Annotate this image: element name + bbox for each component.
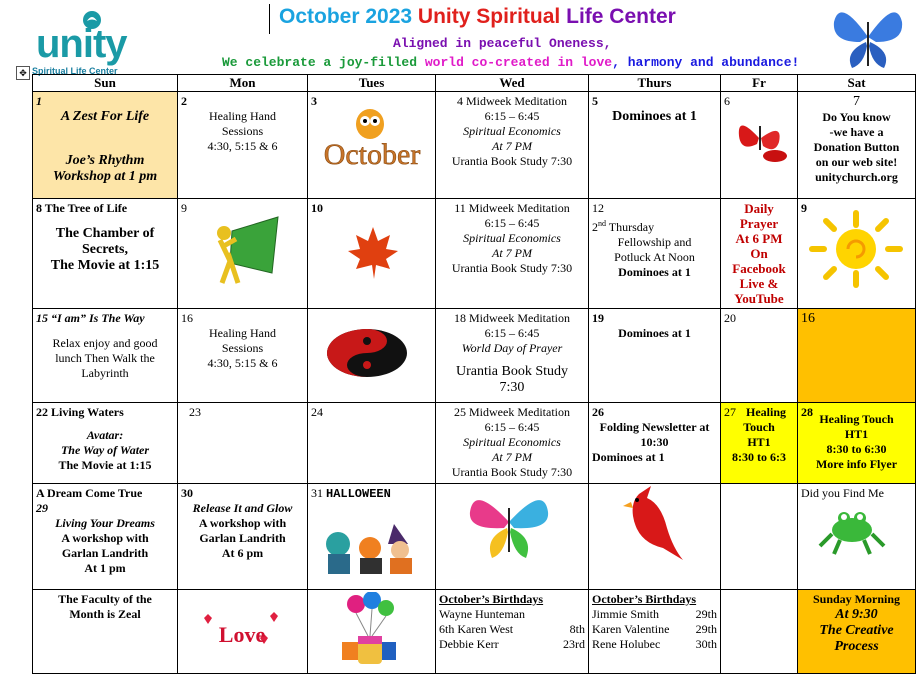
week-row <box>33 309 916 403</box>
event-line: At 6 pm <box>221 546 264 560</box>
day-number: 26 <box>592 405 604 419</box>
birthday-date: 29th <box>695 622 717 636</box>
yin-yang-icon <box>324 327 410 379</box>
event-line: 4 Midweek Meditation <box>457 94 567 108</box>
ordinal-suffix: nd <box>598 219 606 228</box>
event-line: Sessions <box>221 341 264 355</box>
event-line: 18 Midweek Meditation <box>454 311 570 325</box>
extra-cell-sun[interactable] <box>33 590 178 674</box>
event-title: A Dream Come True <box>36 486 143 500</box>
event-line: Facebook <box>732 261 786 276</box>
day-cell-35[interactable] <box>798 484 916 590</box>
frog-icon[interactable] <box>818 502 888 556</box>
event-line: At 6 PM <box>735 231 783 246</box>
day-number: 31 <box>311 486 323 500</box>
week-row <box>33 590 916 674</box>
event-line: 10:30 <box>640 435 669 449</box>
event-line: Dominoes at 1 <box>618 265 691 279</box>
event-line: Donation Button <box>813 140 900 154</box>
birthday-row <box>439 622 585 637</box>
day-header-row <box>33 75 916 92</box>
day-cell-11[interactable] <box>436 199 589 309</box>
event-line: Touch <box>743 420 775 434</box>
unity-logo <box>10 8 160 78</box>
event-line: -we have a <box>829 125 884 139</box>
event-line: 7:30 <box>499 380 525 395</box>
event-line: 8:30 to 6:30 <box>826 442 887 456</box>
day-cell-34[interactable] <box>721 484 798 590</box>
extra-cell-tue[interactable] <box>308 590 436 674</box>
event-line: HT1 <box>747 435 771 449</box>
event-line: The Chamber of <box>55 226 155 241</box>
website-link[interactable]: unitychurch.org <box>815 170 898 184</box>
birthday-row <box>592 607 717 622</box>
event-line: Secrets, <box>82 242 128 257</box>
day-number: 1 <box>36 94 42 108</box>
october-word: October <box>323 138 421 168</box>
event-line: Spiritual Economics <box>463 435 561 449</box>
event-line: 6:15 – 6:45 <box>484 216 540 230</box>
birthday-date: 23rd <box>563 637 585 651</box>
event-line: Dominoes at 1 <box>612 109 697 124</box>
title-rest: Life Center <box>566 5 676 28</box>
event-line: Urantia Book Study 7:30 <box>451 154 573 168</box>
love-image <box>200 608 284 654</box>
event-line: The Way of Water <box>60 443 150 457</box>
day-header-sat: Sat <box>798 75 916 92</box>
day-number: 5 <box>592 94 598 108</box>
divider <box>269 4 270 34</box>
day-cell-7[interactable] <box>798 92 916 199</box>
day-cell-1[interactable] <box>33 92 178 199</box>
day-number: 20 <box>724 311 736 325</box>
day-cell-10[interactable] <box>308 199 436 309</box>
day-number: 12 <box>592 201 604 215</box>
event-line: Live & <box>739 276 779 291</box>
header <box>0 0 917 78</box>
week-row <box>33 484 916 590</box>
day-cell-15[interactable] <box>33 309 178 403</box>
event-line: Garlan Landrith <box>199 531 286 545</box>
day-header-thu: Thurs <box>589 75 721 92</box>
day-cell-32[interactable] <box>436 484 589 590</box>
subtitle-line-2 <box>222 55 799 70</box>
day-cell-6[interactable] <box>721 92 798 199</box>
sun-icon <box>804 209 908 289</box>
event-line: 6:15 – 6:45 <box>484 420 540 434</box>
day-number: 16 <box>801 311 815 326</box>
event-title: 8 The Tree of Life <box>36 201 128 215</box>
event-line: The Faculty of the <box>58 592 152 606</box>
event-line: World Day of Prayer <box>461 341 563 355</box>
event-line: YouTube <box>734 291 784 306</box>
day-cell-16[interactable] <box>178 309 308 403</box>
event-line: Month is Zeal <box>69 607 141 621</box>
day-number: 27 <box>724 405 736 419</box>
october-owl-image <box>314 106 430 168</box>
title-unity: Unity Spiritual <box>417 5 561 28</box>
event-line: 6:15 – 6:45 <box>484 326 540 340</box>
event-line: Sunday Morning <box>812 592 901 606</box>
day-number: 19 <box>592 311 604 325</box>
subtitle-part-b: world co-created in love <box>424 55 613 70</box>
cardinal-icon <box>617 484 687 564</box>
event-line: Spiritual Economics <box>463 231 561 245</box>
subtitle-line-1: Aligned in peaceful Oneness, <box>393 36 612 51</box>
birthday-date: 30th <box>695 637 717 651</box>
blue-butterfly-icon <box>830 2 906 72</box>
day-number: 30 <box>181 486 193 500</box>
event-line: Healing <box>745 405 786 419</box>
event-line: Process <box>834 639 879 654</box>
event-title: A Zest For Life <box>60 109 150 124</box>
birthday-row <box>592 637 717 652</box>
day-number: 28 <box>801 405 813 419</box>
event-line: Potluck At Noon <box>614 250 695 264</box>
birthday-row <box>439 637 585 652</box>
event-line: Healing Touch <box>819 412 894 426</box>
day-number: 16 <box>181 311 193 325</box>
day-cell-29[interactable] <box>33 484 178 590</box>
maple-leaf-icon <box>346 225 400 279</box>
event-line: At 1 pm <box>84 561 126 575</box>
event-line: Spiritual Economics <box>463 124 561 138</box>
halloween-label: HALLOWEEN <box>326 487 391 501</box>
event-line: Dominoes at 1 <box>592 450 665 464</box>
event-line: on our web site! <box>815 155 898 169</box>
event-line: 8:30 to 6:3 <box>732 450 786 464</box>
birthday-name: Karen Valentine <box>592 622 670 636</box>
week-row <box>33 403 916 484</box>
day-number: 24 <box>311 405 323 419</box>
day-cell-23[interactable] <box>178 403 308 484</box>
page-title <box>279 5 676 29</box>
birthday-row <box>439 607 585 622</box>
ordinal-number: 2 <box>592 220 598 234</box>
birthdays-cell-1 <box>436 590 589 674</box>
logo-word: unity <box>36 22 127 66</box>
day-cell-22[interactable] <box>33 403 178 484</box>
birthdays-cell-2 <box>589 590 721 674</box>
week-row <box>33 199 916 309</box>
day-cell-28[interactable] <box>798 403 916 484</box>
event-line: Release It and Glow <box>192 501 293 515</box>
event-line: Did you Find Me <box>801 486 885 500</box>
birthday-date: 8th <box>569 622 585 636</box>
extra-cell-fri[interactable] <box>721 590 798 674</box>
day-cell-2[interactable] <box>178 92 308 199</box>
event-line: Joe’s Rhythm <box>65 153 145 168</box>
day-cell-25[interactable] <box>436 403 589 484</box>
day-number: 2 <box>181 94 187 108</box>
day-number: 23 <box>189 405 201 419</box>
subtitle-part-a: We celebrate a joy-filled <box>222 55 418 70</box>
day-header-wed: Wed <box>436 75 589 92</box>
event-line: At 9:30 <box>835 607 878 622</box>
day-cell-31[interactable] <box>308 484 436 590</box>
event-line: Healing Hand <box>209 326 276 340</box>
ordinal-label: Thursday <box>606 220 655 234</box>
event-line: Fellowship and <box>617 235 692 249</box>
event-title: 22 Living Waters <box>36 405 124 419</box>
day-number: 9 <box>801 201 807 215</box>
day-cell-5[interactable] <box>589 92 721 199</box>
event-line: Urantia Book Study <box>456 364 568 379</box>
event-line: Labyrinth <box>81 366 129 380</box>
day-cell-24[interactable] <box>308 403 436 484</box>
day-cell-30[interactable] <box>178 484 308 590</box>
logo-subtitle: Spiritual Life Center <box>32 66 118 76</box>
day-cell-19[interactable] <box>589 309 721 403</box>
event-line: 4:30, 5:15 & 6 <box>207 356 278 370</box>
birthdays-title: October’s Birthdays <box>592 592 697 606</box>
subtitle-part-c: , harmony and abundance! <box>612 55 800 70</box>
event-line: At 7 PM <box>492 450 532 464</box>
event-line: At 7 PM <box>492 246 532 260</box>
day-header-mon: Mon <box>178 75 308 92</box>
event-line: Daily <box>744 201 774 216</box>
event-line: Healing Hand <box>209 109 276 123</box>
day-header-sun: Sun <box>33 75 178 92</box>
day-cell-14[interactable] <box>798 199 916 309</box>
birthday-name: Debbie Kerr <box>439 637 499 651</box>
day-cell-21[interactable] <box>798 309 916 403</box>
move-handle-icon[interactable]: ✥ <box>16 66 30 80</box>
event-line: Urantia Book Study 7:30 <box>451 261 573 275</box>
day-cell-18[interactable] <box>436 309 589 403</box>
day-number: 6 <box>724 94 730 108</box>
day-cell-26[interactable] <box>589 403 721 484</box>
event-line: lunch Then Walk the <box>55 351 155 365</box>
event-line: Folding Newsletter at <box>599 420 710 434</box>
event-line: 6:15 – 6:45 <box>484 109 540 123</box>
day-number: 3 <box>311 94 317 108</box>
event-line: 25 Midweek Meditation <box>454 405 570 419</box>
sunday-morning-cell[interactable] <box>798 590 916 674</box>
event-line: Sessions <box>221 124 264 138</box>
birthday-row <box>592 622 717 637</box>
birthday-date: 29th <box>695 607 717 621</box>
event-line: Avatar: <box>86 428 124 442</box>
birthday-name: Jimmie Smith <box>592 607 660 621</box>
event-line: A workshop with <box>198 516 287 530</box>
birthday-name: 6th Karen West <box>439 622 514 636</box>
extra-cell-mon[interactable] <box>178 590 308 674</box>
event-line <box>311 486 432 502</box>
event-line: Prayer <box>739 216 779 231</box>
event-line: At 7 PM <box>492 139 532 153</box>
love-word: Love <box>218 622 266 647</box>
day-cell-27[interactable] <box>721 403 798 484</box>
birthday-name: Rene Holubec <box>592 637 661 651</box>
event-line: Dominoes at 1 <box>618 326 691 340</box>
rainbow-butterfly-icon <box>464 484 554 562</box>
day-cell-4[interactable] <box>436 92 589 199</box>
event-line: On <box>750 246 768 261</box>
title-month: October 2023 <box>279 5 413 28</box>
red-butterfly-icon <box>731 108 789 166</box>
calendar-grid <box>32 74 916 674</box>
event-line: Living Your Dreams <box>55 516 155 530</box>
event-line: The Creative <box>819 623 894 638</box>
day-cell-33[interactable] <box>589 484 721 590</box>
event-title: 15 “I am” Is The Way <box>36 311 145 325</box>
event-line: 11 Midweek Meditation <box>454 201 570 215</box>
event-line: Relax enjoy and good <box>52 336 158 350</box>
event-line: 4:30, 5:15 & 6 <box>207 139 278 153</box>
day-cell-12[interactable] <box>589 199 721 309</box>
day-header-tue: Tues <box>308 75 436 92</box>
halloween-kids-image <box>318 520 426 576</box>
day-cell-17[interactable] <box>308 309 436 403</box>
week-row <box>33 92 916 199</box>
day-cell-9[interactable] <box>178 199 308 309</box>
day-number: 7 <box>853 94 860 109</box>
event-line: The Movie at 1:15 <box>50 258 160 273</box>
event-line: HT1 <box>844 427 869 441</box>
event-line: Urantia Book Study 7:30 <box>451 465 573 479</box>
day-cell-20[interactable] <box>721 309 798 403</box>
event-line: Workshop at 1 pm <box>52 169 158 184</box>
daily-prayer-cell[interactable] <box>721 199 798 309</box>
figure-carpet-image <box>202 213 282 291</box>
birthdays-title: October’s Birthdays <box>439 592 544 606</box>
birthday-name: Wayne Hunteman <box>439 607 526 621</box>
event-line <box>592 216 717 235</box>
day-cell-3[interactable] <box>308 92 436 199</box>
day-cell-8[interactable] <box>33 199 178 309</box>
event-line: The Movie at 1:15 <box>58 458 152 472</box>
day-number: 9 <box>181 201 187 215</box>
event-line[interactable]: More info Flyer <box>815 457 898 471</box>
birthday-cake-icon <box>338 592 402 670</box>
event-line: Garlan Landrith <box>61 546 149 560</box>
day-header-fri: Fr <box>721 75 798 92</box>
day-number: 29 <box>36 501 48 515</box>
event-line: A workshop with <box>61 531 149 545</box>
day-number: 10 <box>311 201 323 215</box>
event-line: Do You know <box>822 110 891 124</box>
